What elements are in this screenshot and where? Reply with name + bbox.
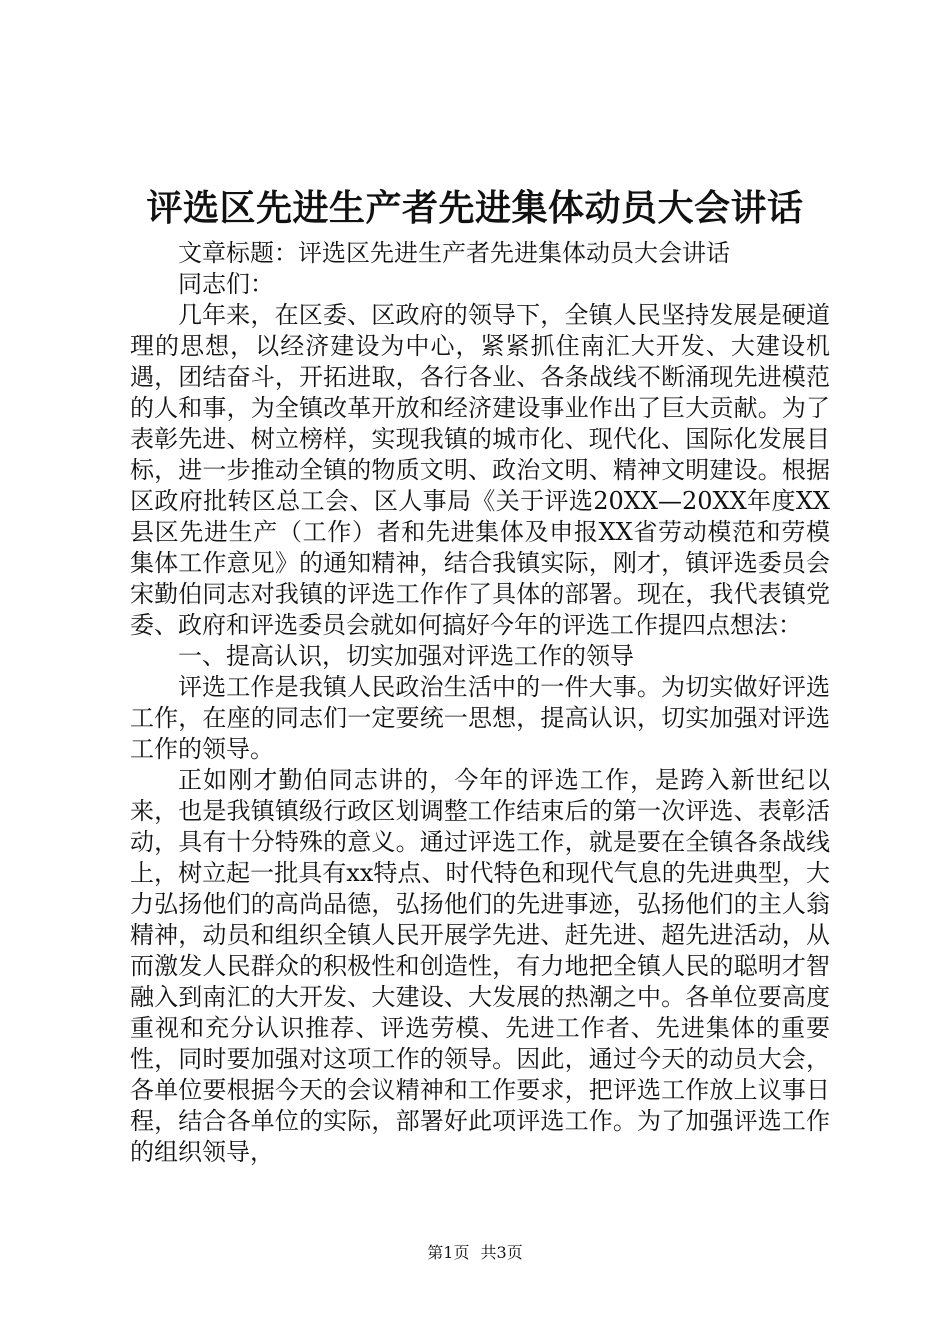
page-number-total: 共3页 — [480, 1243, 523, 1262]
paragraph: 评选工作是我镇人民政治生活中的一件大事。为切实做好评选工作，在座的同志们一定要统一思想，提高认识，切实加强对评选工作的领导。 — [130, 673, 830, 763]
section-heading: 一、提高认识，切实加强对评选工作的领导 — [178, 642, 634, 670]
paragraph: 正如刚才勤伯同志讲的，今年的评选工作，是跨入新世纪以来，也是我镇镇级行政区划调整工作结束后的第一次评选、表彰活动，具有十分特殊的意义。通过评选工作，就是要在全镇各条战线上，树立起一批具有xx特点、时代特色和现代气息的先进典型，大力弘扬他们的高尚品德，弘扬他们的先进事迹，弘扬他们的主人翁精神，动员和组织全镇人民开展学先进、赶先进、超先进活动，从而激发人民群众的积极性和创造性，有力地把全镇人民的聪明才智融入到南汇的大开发、大建设、大发展的热潮之中。各单位要高度重视和充分认识推荐、评选劳模、先进工作者、先进集体的重要性，同时要加强对这项工作的领导。因此，通过今天的动员大会，各单位要根据今天的会议精神和工作要求，把评选工作放上议事日程，结合各单位的实际，部署好此项评选工作。为了加强评选工作的组织领导， — [130, 766, 830, 1166]
paragraph: 几年来，在区委、区政府的领导下，全镇人民坚持发展是硬道理的思想，以经济建设为中心，紧紧抓住南汇大开发、大建设机遇，团结奋斗，开拓进取，各行各业、各条战线不断涌现先进模范的人和事，为全镇改革开放和经济建设事业作出了巨大贡献。为了表彰先进、树立榜样，实现我镇的城市化、现代化、国际化发展目标，进一步推动全镇的物质文明、政治文明、精神文明建设。根据区政府批转区总工会、区人事局《关于评选20XX—20XX年度XX县区先进生产（工作）者和先进集体及申报XX省劳动模范和劳模集体工作意见》的通知精神，结合我镇实际，刚才，镇评选委员会宋勤伯同志对我镇的评选工作作了具体的部署。现在，我代表镇党委、政府和评选委员会就如何搞好今年的评选工作提四点想法： — [130, 301, 830, 639]
salutation: 同志们： — [178, 270, 274, 298]
page-footer — [0, 1242, 950, 1264]
document-title: 评选区先进生产者先进集体动员大会讲话 — [146, 187, 804, 229]
article-title-line: 文章标题：评选区先进生产者先进集体动员大会讲话 — [178, 239, 730, 267]
page-number-current: 第1页 — [427, 1243, 470, 1262]
document-body — [130, 238, 830, 1168]
